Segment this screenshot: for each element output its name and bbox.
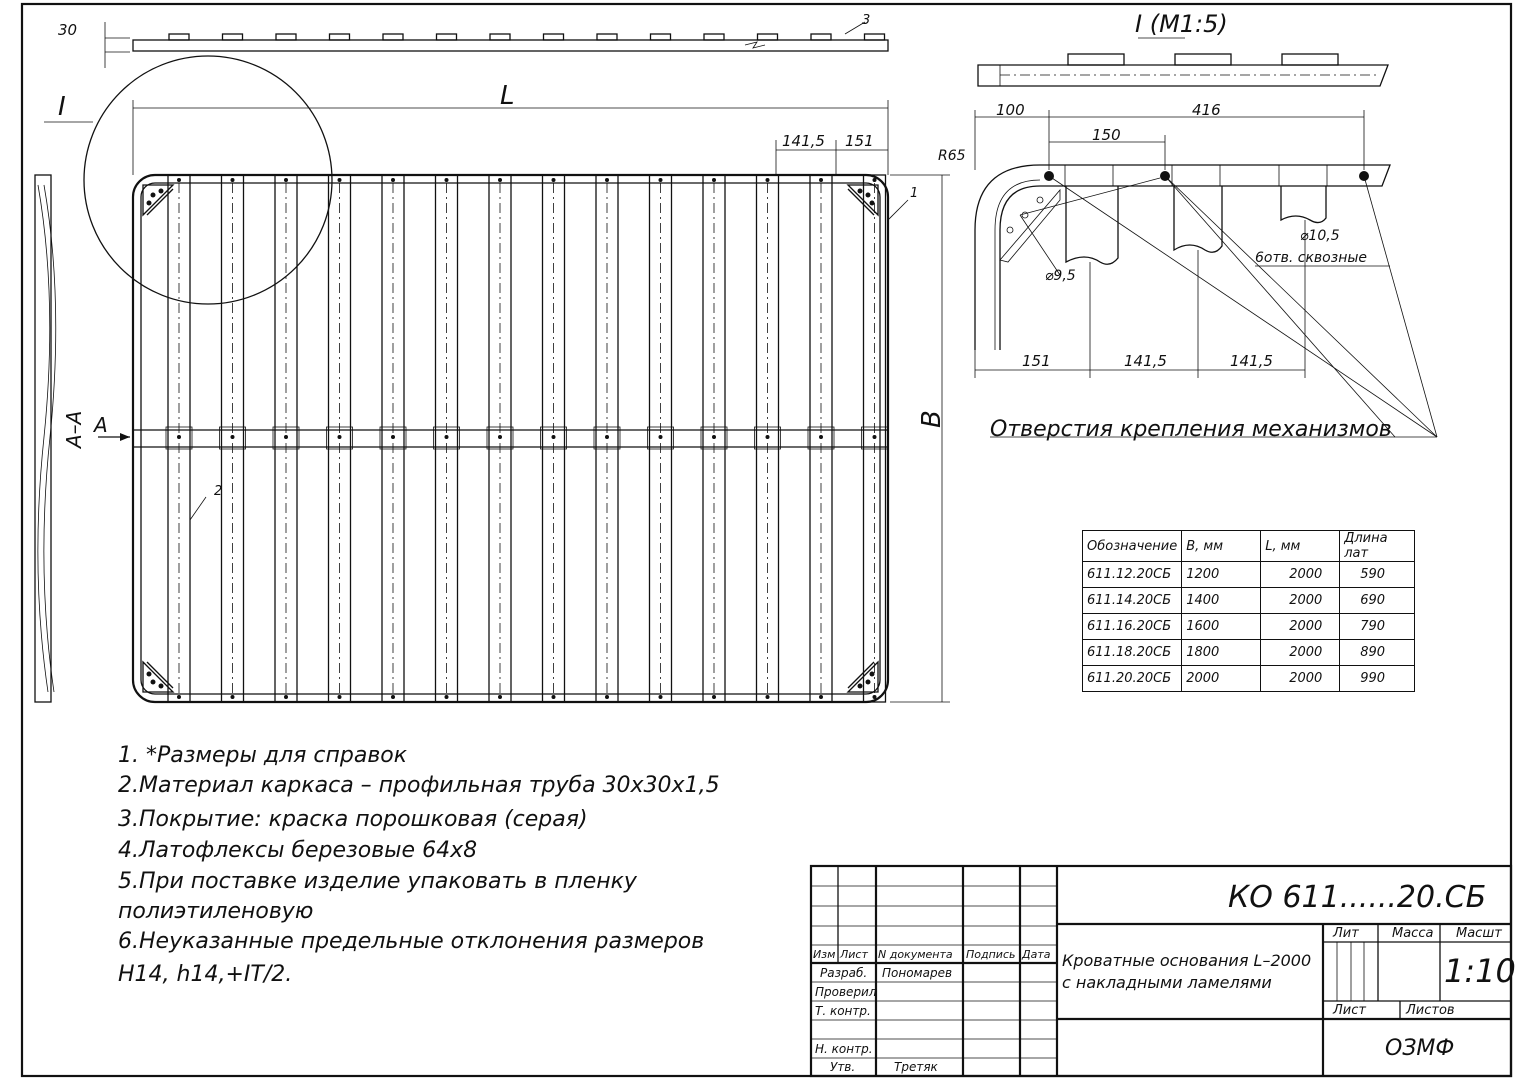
col-sign: Подпись — [966, 948, 1016, 961]
table-cell: 611.16.20СБ — [1083, 614, 1182, 640]
scale-value: 1:10 — [1444, 952, 1516, 990]
note-1: 1. *Размеры для справок — [118, 743, 408, 768]
note-2: 2.Материал каркаса – профильная труба 30х30х1,5 — [118, 773, 720, 798]
razrab-name: Пономарев — [882, 966, 953, 980]
slat-pad — [276, 34, 296, 40]
slat — [434, 175, 460, 702]
slat-pad — [490, 34, 510, 40]
table-cell: 611.20.20СБ — [1083, 666, 1182, 692]
slat-pad — [437, 34, 457, 40]
table-cell: 2000 — [1261, 640, 1340, 666]
slat-pad — [758, 34, 778, 40]
section-label: A–A — [62, 410, 86, 448]
bed-frame-plan — [133, 175, 888, 702]
col-ndoc: N документа — [878, 948, 953, 961]
row-nkontr: Н. контр. — [815, 1042, 873, 1056]
table-row — [1083, 666, 1415, 692]
table-cell: 590 — [1340, 562, 1415, 588]
dim-pitch-a: 141,5 — [782, 132, 825, 150]
table-cell: 2000 — [1261, 562, 1340, 588]
slat-pad — [169, 34, 189, 40]
sheet-label: Лист — [1333, 1003, 1366, 1018]
slat — [808, 175, 834, 702]
slat — [648, 175, 674, 702]
spec-table-header — [1083, 531, 1415, 562]
slat — [166, 175, 192, 702]
detail-ref-label: I — [58, 92, 66, 122]
table-cell: 1800 — [1182, 640, 1261, 666]
organization: ОЗМФ — [1385, 1036, 1455, 1061]
table-cell: 2000 — [1261, 614, 1340, 640]
slat-pad — [544, 34, 564, 40]
table-cell: 890 — [1340, 640, 1415, 666]
section-arrow-label: A — [94, 413, 108, 437]
slat — [327, 175, 353, 702]
side-view-top — [105, 22, 888, 68]
detail-radius: R65 — [938, 148, 966, 164]
col-izm: Изм — [813, 948, 836, 961]
utv-name: Третяк — [894, 1060, 938, 1074]
sheets-label: Листов — [1406, 1003, 1455, 1018]
spec-col-designation: Обозначение — [1083, 531, 1182, 562]
table-cell: 790 — [1340, 614, 1415, 640]
callout-3: 3 — [862, 13, 871, 28]
table-cell: 1200 — [1182, 562, 1261, 588]
slat — [862, 175, 888, 702]
slat — [701, 175, 727, 702]
note-4: 4.Латофлексы березовые 64х8 — [118, 838, 478, 863]
table-cell: 2000 — [1182, 666, 1261, 692]
mechanism-leaders — [990, 176, 1437, 437]
detail-dim-416: 416 — [1192, 101, 1221, 119]
detail-title: I (M1:5) — [1135, 10, 1228, 38]
slat — [380, 175, 406, 702]
slat — [755, 175, 781, 702]
massa-label: Масса — [1392, 926, 1434, 941]
dim-B: B — [917, 410, 947, 428]
note-3: 3.Покрытие: краска порошковая (серая) — [118, 807, 588, 832]
table-cell: 611.12.20СБ — [1083, 562, 1182, 588]
slat-pad — [865, 34, 885, 40]
drawing-name-line1: Кроватные основания L–2000 — [1062, 951, 1312, 970]
spec-table — [1082, 530, 1415, 692]
slat — [541, 175, 567, 702]
slat-pad — [597, 34, 617, 40]
slat-pad — [651, 34, 671, 40]
col-date: Дата — [1022, 948, 1051, 961]
callout-2: 2 — [214, 484, 223, 499]
detail-hole-large: ⌀10,5 — [1300, 228, 1340, 244]
section-a-a-view — [35, 175, 56, 702]
row-proveril: Проверил — [815, 985, 877, 999]
slat-pad — [811, 34, 831, 40]
table-cell: 1400 — [1182, 588, 1261, 614]
detail-circle — [84, 56, 332, 304]
callout-1: 1 — [910, 186, 919, 201]
lit-label: Лит — [1333, 926, 1359, 941]
table-cell: 1600 — [1182, 614, 1261, 640]
col-list: Лист — [840, 948, 868, 961]
mechanism-caption: Отверстия крепления механизмов — [990, 417, 1392, 442]
dim-L: L — [500, 81, 515, 111]
slat — [273, 175, 299, 702]
slat — [487, 175, 513, 702]
drawing-name-line2: с накладными ламелями — [1062, 973, 1272, 992]
masht-label: Масшт — [1456, 926, 1502, 941]
dim-pitch-b: 151 — [845, 132, 874, 150]
table-cell: 2000 — [1261, 666, 1340, 692]
slat-pad — [704, 34, 724, 40]
note-5-cont: полиэтиленовую — [118, 899, 314, 924]
note-6-cont: H14, h14,+IT/2. — [118, 962, 293, 987]
table-row — [1083, 640, 1415, 666]
slat — [220, 175, 246, 702]
row-tkontr: Т. контр. — [815, 1004, 871, 1018]
spec-col-slat-length: Длина лат — [1340, 531, 1415, 562]
slat — [594, 175, 620, 702]
detail-dim-150: 150 — [1092, 126, 1121, 144]
detail-bottom-141a: 141,5 — [1124, 352, 1167, 370]
note-6: 6.Неуказанные предельные отклонения размеров — [118, 929, 705, 954]
table-cell: 690 — [1340, 588, 1415, 614]
drawing-code: КО 611......20.СБ — [1228, 880, 1487, 915]
table-row — [1083, 588, 1415, 614]
table-cell: 2000 — [1261, 588, 1340, 614]
table-cell: 611.14.20СБ — [1083, 588, 1182, 614]
spec-col-b: B, мм — [1182, 531, 1261, 562]
detail-side-strip — [978, 54, 1388, 86]
detail-hole-small: ⌀9,5 — [1045, 268, 1076, 284]
table-row — [1083, 562, 1415, 588]
spec-col-l: L, мм — [1261, 531, 1340, 562]
dim-top-thickness: 30 — [58, 21, 78, 39]
table-cell: 990 — [1340, 666, 1415, 692]
table-cell: 611.18.20СБ — [1083, 640, 1182, 666]
table-row — [1083, 614, 1415, 640]
note-5: 5.При поставке изделие упаковать в пленку — [118, 869, 637, 894]
detail-holes-note: 6отв. сквозные — [1255, 250, 1368, 266]
detail-dim-100: 100 — [996, 101, 1025, 119]
detail-bottom-141b: 141,5 — [1230, 352, 1273, 370]
row-razrab: Разраб. — [820, 966, 868, 980]
slat-pad — [330, 34, 350, 40]
slat-pad — [223, 34, 243, 40]
row-utv: Утв. — [830, 1060, 856, 1074]
slat-pad — [383, 34, 403, 40]
detail-bottom-151: 151 — [1022, 352, 1051, 370]
